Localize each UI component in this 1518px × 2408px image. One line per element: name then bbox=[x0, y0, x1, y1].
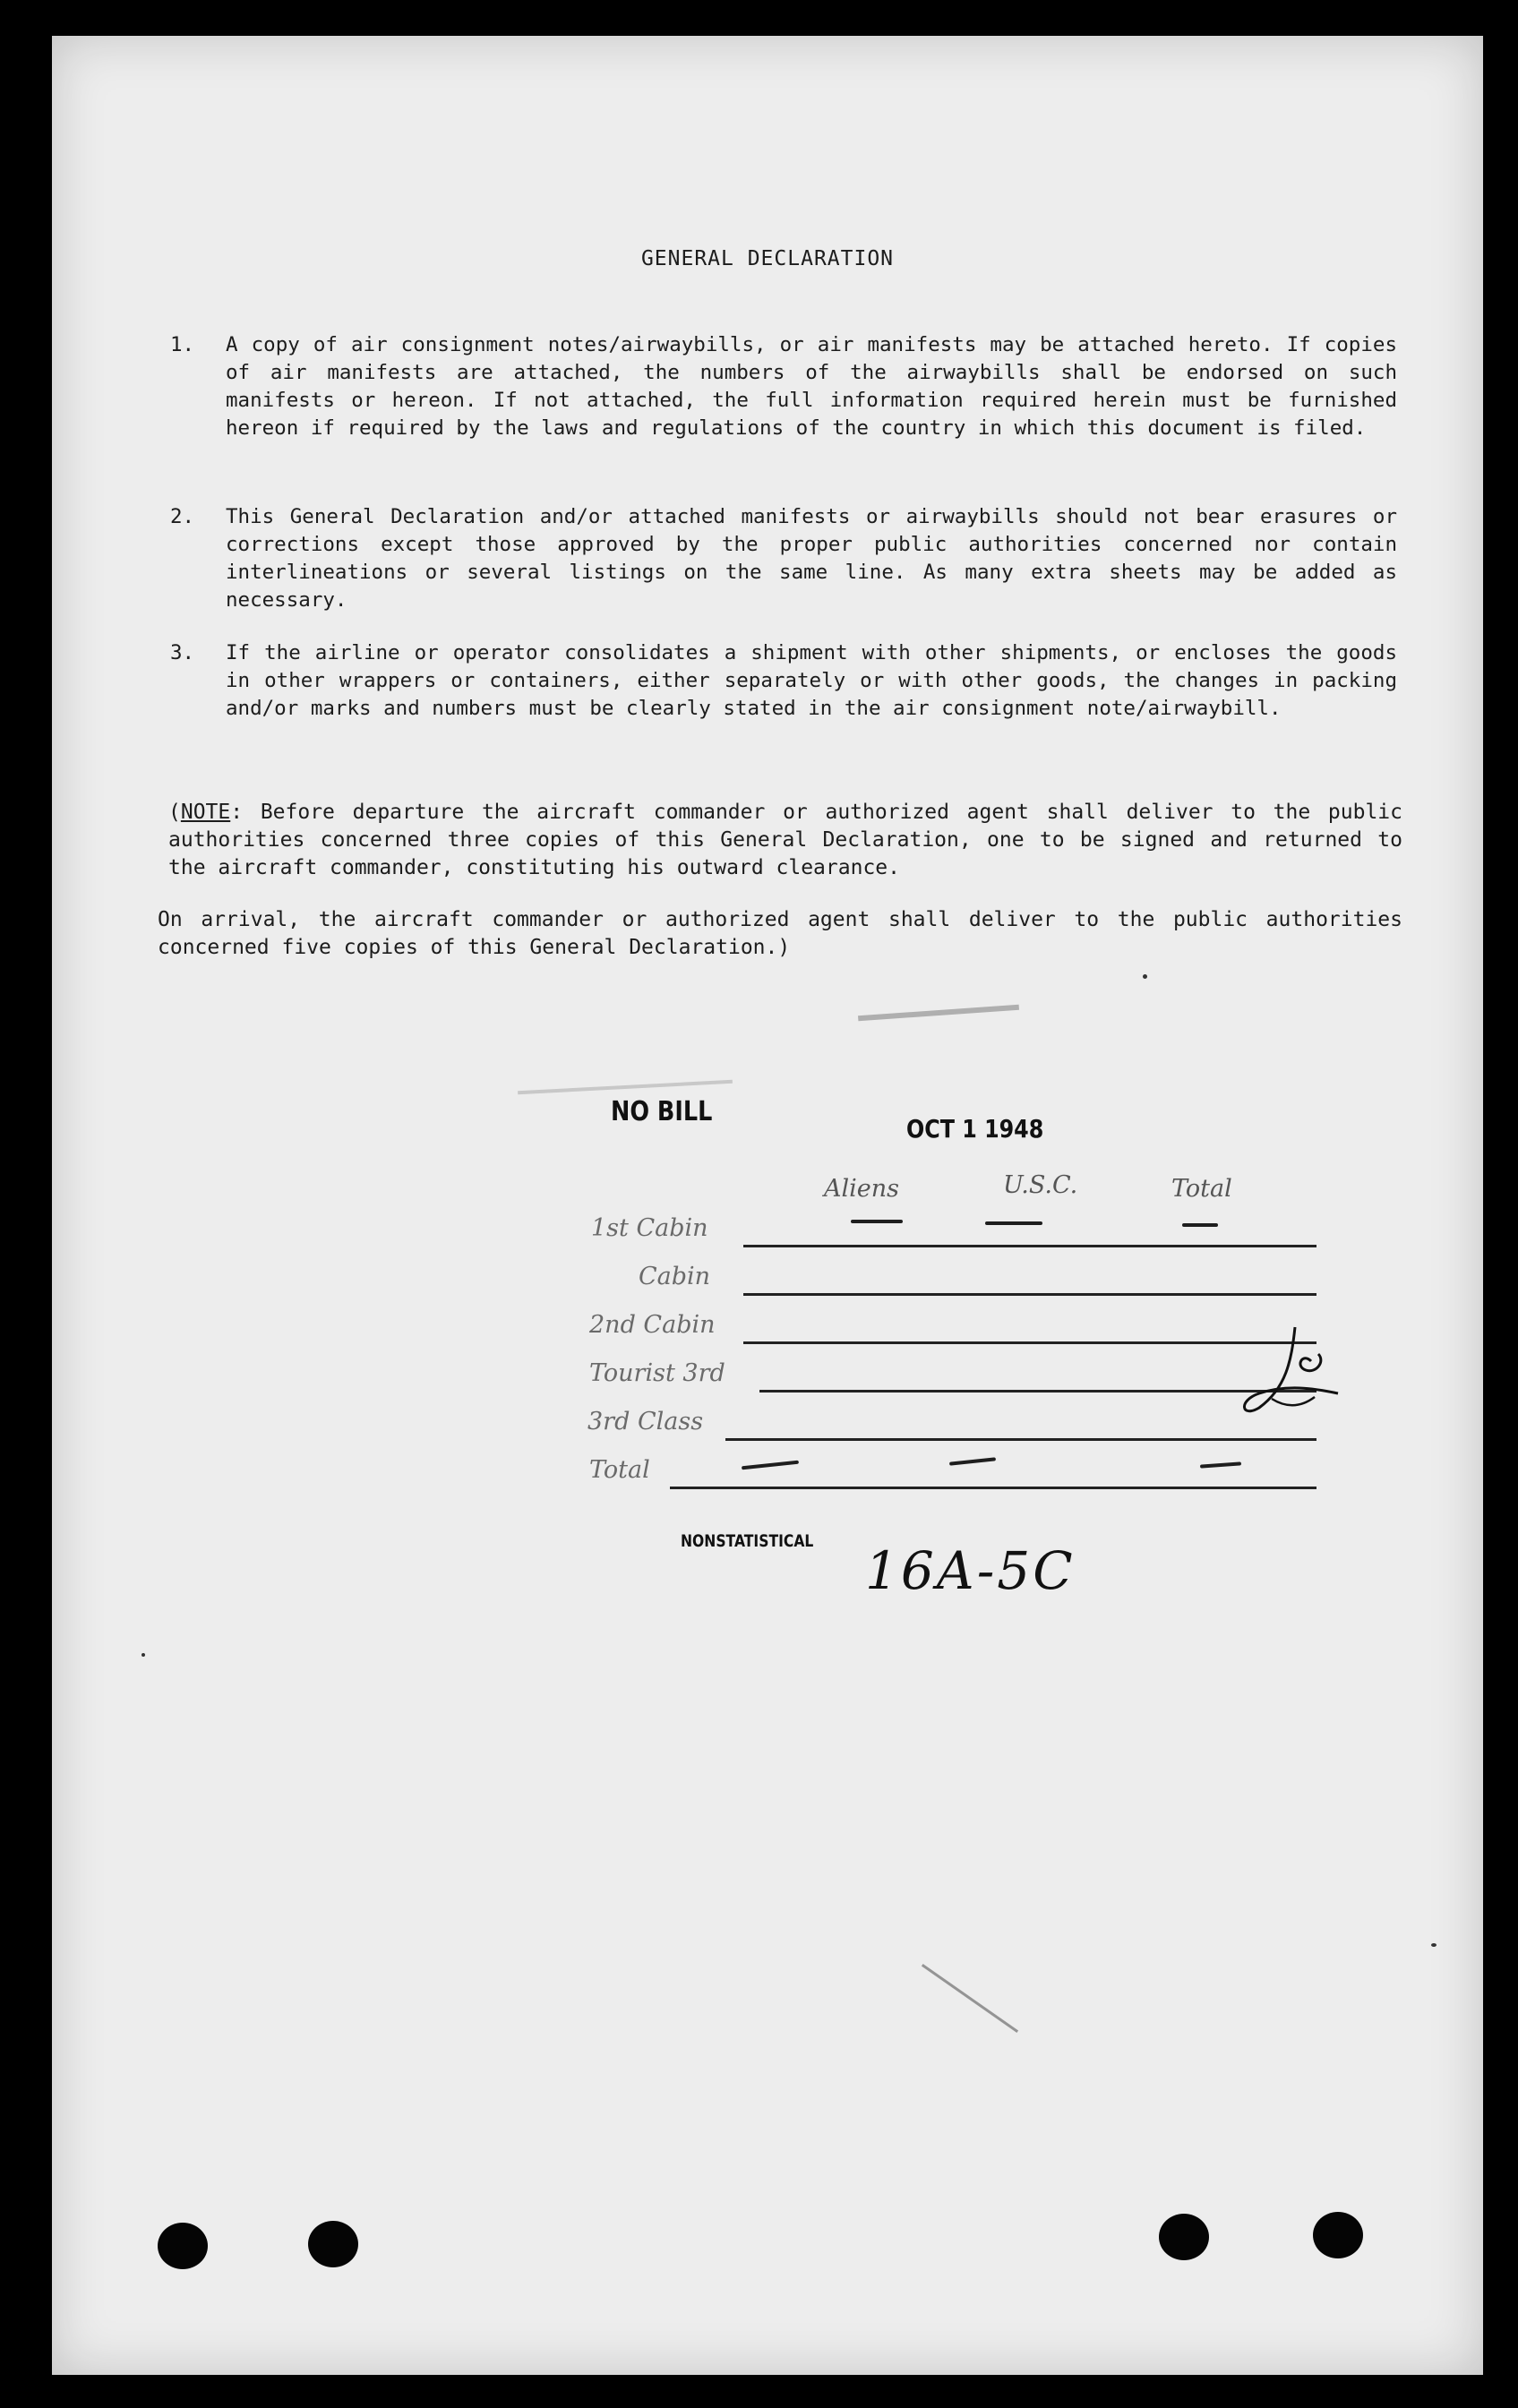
item-text: A copy of air consignment notes/airwaybills, or air manifests may be attached hereto. If copies of air manifests are attached, the numbers of the airwaybills shall be endorsed on such manifests or hereon. If not attached, the full information required herein must be furnished hereon if required by the laws and regulations of the country in which this document is filed. bbox=[226, 333, 1397, 440]
punch-hole bbox=[308, 2221, 358, 2267]
row-line bbox=[743, 1341, 1316, 1344]
dash-mark bbox=[985, 1221, 1042, 1225]
smudge-mark bbox=[518, 1080, 733, 1095]
note-label: NOTE bbox=[180, 801, 231, 824]
instruction-item-2 bbox=[170, 503, 1397, 614]
speck bbox=[1143, 974, 1147, 979]
row-label-2nd-cabin: 2nd Cabin bbox=[589, 1311, 716, 1339]
speck bbox=[1431, 1943, 1437, 1947]
punch-hole bbox=[1313, 2212, 1363, 2258]
row-line bbox=[670, 1487, 1316, 1489]
date-stamp: OCT 1 1948 bbox=[906, 1114, 1044, 1144]
item-text: If the airline or operator consolidates a shipment with other shipments, or encloses the goods in other wrappers or containers, either separately or with other goods, the changes in packing and/or marks and numbers must be clearly stated in the air consignment note/airwaybill. bbox=[226, 641, 1397, 720]
item-text: This General Declaration and/or attached manifests or airwaybills should not bear erasures or corrections except those approved by the proper public authorities concerned nor contain interlineations or several listings on the same line. As many extra sheets may be added as necessary. bbox=[226, 505, 1397, 612]
dash-mark bbox=[742, 1461, 799, 1470]
handwritten-initials bbox=[1232, 1307, 1358, 1433]
arrival-note: On arrival, the aircraft commander or authorized agent shall deliver to the public authorities concerned five copies of this General Declaration.) bbox=[158, 908, 1402, 959]
row-label-cabin: Cabin bbox=[639, 1263, 711, 1290]
dash-mark bbox=[851, 1220, 903, 1223]
row-line bbox=[743, 1245, 1316, 1247]
item-number: 2. bbox=[170, 505, 195, 528]
scratch-mark bbox=[922, 1964, 1018, 2033]
punch-hole bbox=[158, 2223, 208, 2269]
dash-mark bbox=[949, 1457, 996, 1465]
row-line bbox=[725, 1438, 1316, 1441]
column-header-aliens: Aliens bbox=[824, 1175, 899, 1203]
instruction-item-3 bbox=[170, 639, 1397, 723]
row-line bbox=[743, 1293, 1316, 1296]
punch-hole bbox=[1159, 2214, 1209, 2260]
instruction-item-1 bbox=[170, 331, 1397, 442]
no-bill-stamp: NO BILL bbox=[611, 1096, 713, 1127]
row-label-1st-cabin: 1st Cabin bbox=[591, 1214, 708, 1242]
nonstatistical-stamp: NONSTATISTICAL bbox=[681, 1531, 814, 1551]
dash-mark bbox=[1200, 1461, 1241, 1468]
note-text: : Before departure the aircraft commander or authorized agent shall deliver to the public authorities concerned three copies of this General Declaration, one to be signed and returned to the aircraft commander, constituting his outward clearance. bbox=[168, 801, 1402, 879]
dash-mark bbox=[1182, 1223, 1218, 1227]
row-label-tourist-3rd: Tourist 3rd bbox=[589, 1359, 725, 1387]
item-number: 1. bbox=[170, 333, 195, 356]
handwritten-code: 16A-5C bbox=[865, 1540, 1076, 1601]
item-number: 3. bbox=[170, 641, 195, 664]
speck bbox=[142, 1653, 145, 1657]
column-header-total: Total bbox=[1171, 1175, 1232, 1203]
document-page bbox=[52, 36, 1483, 2375]
document-title: GENERAL DECLARATION bbox=[640, 247, 895, 270]
row-label-3rd-class: 3rd Class bbox=[587, 1408, 704, 1435]
column-header-usc: U.S.C. bbox=[1003, 1171, 1078, 1199]
note-open-paren: ( bbox=[168, 801, 181, 824]
smudge-mark bbox=[858, 1005, 1019, 1022]
row-label-total: Total bbox=[589, 1456, 650, 1484]
departure-note bbox=[168, 799, 1402, 882]
